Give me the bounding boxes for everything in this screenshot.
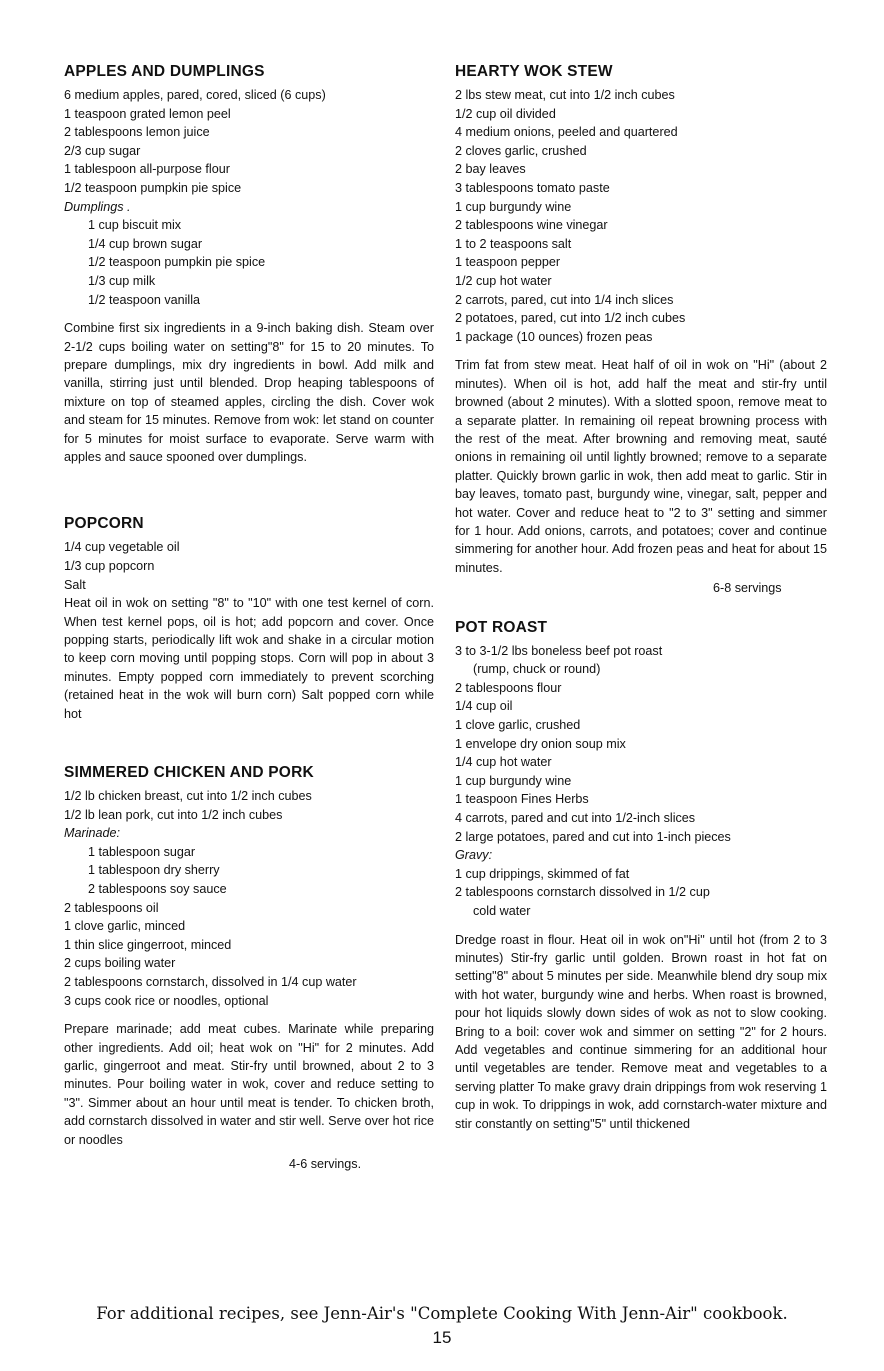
ingredient-line: Salt xyxy=(64,577,86,592)
recipe-hearty-wok-stew xyxy=(455,62,827,598)
ingredient-line: 6 medium apples, pared, cored, sliced (6 cups) xyxy=(64,88,326,102)
ingredient-line: 2 tablespoons oil xyxy=(64,900,159,915)
ingredient-line: 1/2 teaspoon vanilla xyxy=(88,292,201,307)
ingredient-line: 1 cup biscuit mix xyxy=(88,218,182,233)
ingredient-line: 1 clove garlic, minced xyxy=(64,919,186,934)
recipe-method: Dredge roast in flour. Heat oil in wok on"Hi" until hot (from 2 to 3 minutes) Stir-fry garlic until golden. Brown roast in hot fat on setting"8" about 5 minutes per side. Meanwhile blend dry soup mix with hot water, burgundy wine and herbs. When roast is browned, pour hot liquids slowly down sides of wok as not to slow cooking. Bring to a boil: cover wok and simmer on setting "2" for 2 hours. Add vegetables and continue simmering for an additional hour until vegetables are tender. Remove meat and vegetables to a serving platter To make gravy drain drippings from wok reserving 1 cup in wok. To drippings in wok, add cornstarch-water mixture and stir constantly on setting"5" until thickened xyxy=(455,932,827,1131)
ingredient-line: 1/3 cup milk xyxy=(88,273,156,288)
ingredient-line: 2/3 cup sugar xyxy=(64,143,141,158)
ingredient-line: 1 tablespoon all-purpose flour xyxy=(64,162,230,177)
ingredient-line: 1/2 lb lean pork, cut into 1/2 inch cubes xyxy=(64,807,283,822)
ingredient-line: 2 tablespoons flour xyxy=(455,680,562,695)
ingredient-line: 2 cloves garlic, crushed xyxy=(455,143,587,158)
page-number: 15 xyxy=(432,1328,452,1347)
ingredient-line: 1 teaspoon grated lemon peel xyxy=(64,106,231,121)
ingredient-line: 1/2 teaspoon pumpkin pie spice xyxy=(88,255,266,270)
ingredient-line: 3 to 3-1/2 lbs boneless beef pot roast xyxy=(455,643,663,658)
ingredient-line: 1 teaspoon pepper xyxy=(455,255,561,270)
ingredient-line: 1/4 cup oil xyxy=(455,699,513,714)
ingredient-line: 1 cup burgundy wine xyxy=(455,199,572,214)
recipe-title: APPLES AND DUMPLINGS xyxy=(64,63,265,80)
ingredient-line: 1 tablespoon dry sherry xyxy=(88,863,220,878)
ingredient-line: 2 tablespoons cornstarch dissolved in 1/2 cup xyxy=(455,885,710,900)
ingredient-line: 1/3 cup popcorn xyxy=(64,558,155,573)
recipe-title: POPCORN xyxy=(64,515,144,533)
ingredient-line: 1/4 cup hot water xyxy=(455,755,552,770)
ingredient-line: 1/4 cup vegetable oil xyxy=(64,540,180,555)
ingredient-line: 1/4 cup brown sugar xyxy=(88,236,203,251)
ingredient-line: 2 tablespoons cornstarch, dissolved in 1/4 cup water xyxy=(64,974,357,989)
ingredient-line: 2 large potatoes, pared and cut into 1-inch pieces xyxy=(455,829,731,844)
recipe-popcorn xyxy=(64,514,434,723)
ingredient-line: 1 cup burgundy wine xyxy=(455,773,572,788)
ingredient-line: 1 clove garlic, crushed xyxy=(455,717,581,732)
recipe-title: HEARTY WOK STEW xyxy=(455,63,613,80)
ingredient-line: 2 tablespoons wine vinegar xyxy=(455,218,608,233)
ingredient-line: 1/2 lb chicken breast, cut into 1/2 inch cubes xyxy=(64,789,312,803)
ingredient-line: 1/2 teaspoon pumpkin pie spice xyxy=(64,180,242,195)
ingredient-line: 2 lbs stew meat, cut into 1/2 inch cubes xyxy=(455,88,675,102)
ingredient-line: 3 tablespoons tomato paste xyxy=(455,180,610,195)
recipe-simmered-chicken-and-pork xyxy=(64,763,434,1173)
recipe-title: SIMMERED CHICKEN AND PORK xyxy=(64,764,314,781)
ingredient-line: 4 medium onions, peeled and quartered xyxy=(455,125,678,140)
ingredient-line: 2 potatoes, pared, cut into 1/2 inch cubes xyxy=(455,311,686,326)
ingredient-line: 1 to 2 teaspoons salt xyxy=(455,236,572,251)
ingredient-line: 4 carrots, pared and cut into 1/2-inch slices xyxy=(455,810,696,825)
servings: 4-6 servings. xyxy=(289,1156,362,1171)
ingredient-line: 2 bay leaves xyxy=(455,162,526,177)
recipe-title: POT ROAST xyxy=(455,618,548,636)
recipe-method: Prepare marinade; add meat cubes. Marinate while preparing other ingredients. Add oil; heat wok on "Hi" for 2 minutes. Add garlic, gingerroot and meat. Stir-fry until browned, about 2 to 3 minutes. Pour boiling water in wok, cover and reduce setting to "3". Simmer about an hour until meat is tender. To chicken broth, add cornstarch dissolved in water and stir well. Serve over hot rice or noodles xyxy=(64,1022,434,1147)
recipe-method: Combine first six ingredients in a 9-inch baking dish. Steam over 2-1/2 cups boiling water on setting"8" for 15 to 20 minutes. To prepare dumplings, mix dry ingredients in bowl. Add milk and vanilla, stirring just until blended. Drop heaping tablespoons of mixture on top of steamed apples, circling the dish. Cover wok and steam for 15 minutes. Remove from wok: let stand on counter for 5 minutes for moist surface to evaporate. Serve warm with apples and sauce spooned over dumplings. xyxy=(64,321,434,464)
subhead: Gravy: xyxy=(455,848,493,863)
ingredient-line: 1/2 cup hot water xyxy=(455,273,552,288)
ingredient-line: 1 teaspoon Fines Herbs xyxy=(455,792,589,807)
ingredient-line: 1 envelope dry onion soup mix xyxy=(455,736,626,751)
ingredient-line: 2 carrots, pared, cut into 1/4 inch slices xyxy=(455,292,674,307)
ingredient-line: 3 cups cook rice or noodles, optional xyxy=(64,993,269,1008)
ingredient-line: (rump, chuck or round) xyxy=(473,662,601,677)
ingredient-line: 1 package (10 ounces) frozen peas xyxy=(455,329,653,344)
ingredient-line: 1 tablespoon sugar xyxy=(88,844,196,859)
recipe-method: Trim fat from stew meat. Heat half of oil in wok on "Hi" (about 2 minutes). When oil is hot, add half the meat and stir-fry until browned (about 2 minutes). With a slotted spoon, remove meat to a separate platter. In remaining oil repeat browning process with the rest of the meat. After browning and removing meat, sauté onions in remaining oil until lightly browned; remove to a separate platter. Quickly brown garlic in wok, then add meat to garlic. Stir in bay leaves, tomato past, burgundy wine, vinegar, salt, pepper and hot water. Cover and reduce heat to "2 to 3" setting and simmer for 1 hour. Add onions, carrots, and potatoes; cover and continue simmering for another hour. Add frozen peas and heat for about 15 minutes. xyxy=(455,358,827,575)
recipe-method: Heat oil in wok on setting "8" to "10" with one test kernel of corn. When test kernel pops, oil is hot; add popcorn and cover. Once popping starts, periodically lift wok and shake in a circular motion to keep corn moving until popping stops. Corn will pop in about 3 minutes. Empty popped corn immediately to prevent scorching (retained heat in the wok will burn corn) Salt popped corn while hot xyxy=(64,596,434,721)
subhead: Marinade: xyxy=(64,826,121,841)
right-column xyxy=(455,62,827,1133)
ingredient-line: 1 thin slice gingerroot, minced xyxy=(64,937,232,952)
subhead: Dumplings . xyxy=(64,199,131,214)
ingredient-line: 1/2 cup oil divided xyxy=(455,106,556,121)
footer-note: For additional recipes, see Jenn-Air's "Complete Cooking With Jenn-Air" cookbook. xyxy=(96,1304,788,1323)
left-column xyxy=(64,62,434,1173)
ingredient-line: 2 tablespoons soy sauce xyxy=(88,881,227,896)
ingredient-line: cold water xyxy=(473,903,531,918)
ingredient-line: 2 tablespoons lemon juice xyxy=(64,125,210,140)
ingredient-line: 2 cups boiling water xyxy=(64,956,176,971)
recipe-apples-and-dumplings xyxy=(64,62,434,466)
recipe-pot-roast xyxy=(455,618,827,1133)
ingredient-line: 1 cup drippings, skimmed of fat xyxy=(455,866,630,881)
servings: 6-8 servings xyxy=(713,581,782,596)
